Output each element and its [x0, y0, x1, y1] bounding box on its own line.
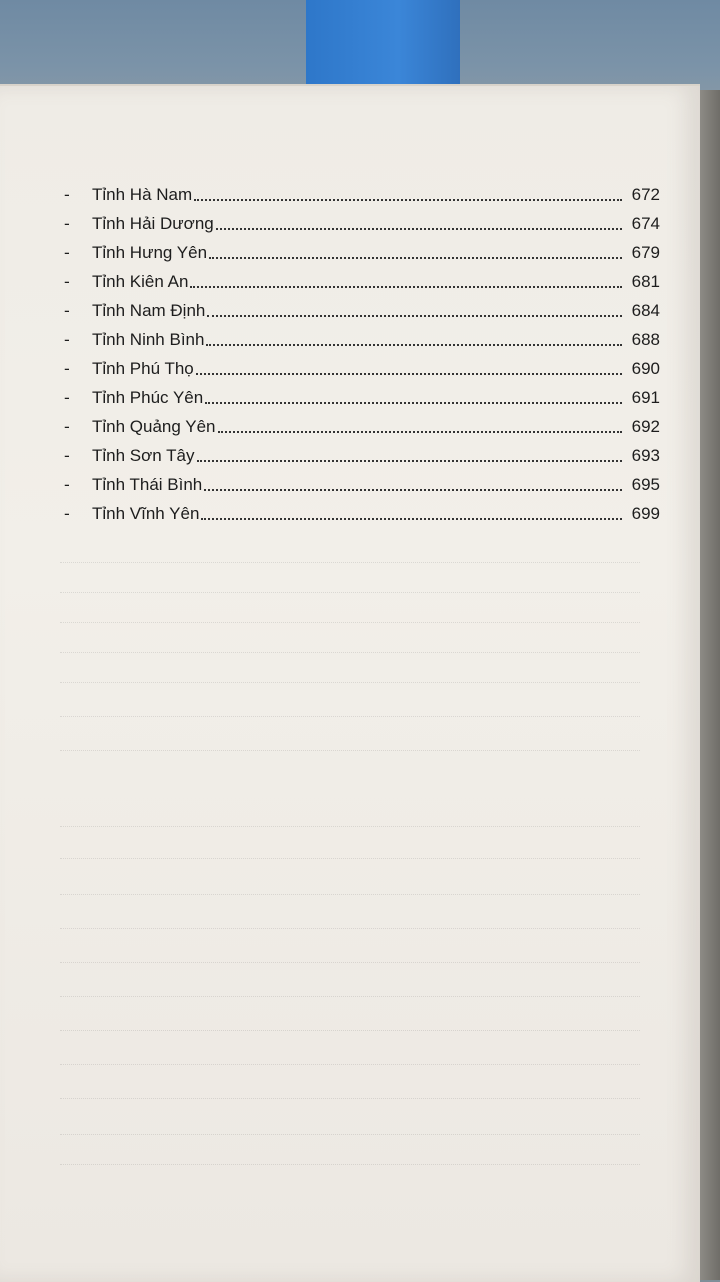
toc-page-number: 679	[631, 243, 660, 262]
toc-bullet: -	[64, 475, 70, 495]
toc-entry-title: Tỉnh Kiên An	[92, 272, 189, 291]
toc-page-number: 684	[631, 301, 660, 320]
toc-page-number: 699	[631, 504, 660, 523]
dot-leader	[216, 228, 622, 230]
toc-entry-title: Tỉnh Ninh Bình	[92, 330, 205, 349]
dot-leader	[201, 518, 622, 520]
dot-leader	[196, 373, 622, 375]
toc-bullet: -	[64, 504, 70, 524]
toc-page-number: 690	[631, 359, 660, 378]
toc-entry	[60, 236, 660, 264]
toc-entry	[60, 294, 660, 322]
toc-page-number: 672	[631, 185, 660, 204]
dot-leader	[204, 489, 622, 491]
toc-bullet: -	[64, 185, 70, 205]
dot-leader	[218, 431, 623, 433]
toc-entry-title: Tỉnh Hải Dương	[92, 214, 214, 233]
toc-entry	[60, 381, 660, 409]
toc-bullet: -	[64, 446, 70, 466]
dot-leader	[209, 257, 622, 259]
toc-entry	[60, 439, 660, 467]
toc-entry-title: Tỉnh Quảng Yên	[92, 417, 216, 436]
toc-bullet: -	[64, 243, 70, 263]
toc-entry-title: Tỉnh Phú Thọ	[92, 359, 194, 378]
toc-bullet: -	[64, 359, 70, 379]
toc-page-number: 693	[631, 446, 660, 465]
toc-entry	[60, 265, 660, 293]
toc-bullet: -	[64, 301, 70, 321]
toc-entry-title: Tỉnh Hưng Yên	[92, 243, 208, 262]
toc-page-number: 691	[631, 388, 660, 407]
toc-bullet: -	[64, 330, 70, 350]
blue-object-behind-page	[306, 0, 460, 86]
toc-entry-title: Tỉnh Phúc Yên	[92, 388, 204, 407]
toc-entry-title: Tỉnh Thái Bình	[92, 475, 203, 494]
toc-entry	[60, 352, 660, 380]
toc-entry-title: Tỉnh Nam Định	[92, 301, 206, 320]
toc-bullet: -	[64, 417, 70, 437]
dot-leader	[207, 315, 622, 317]
dot-leader	[205, 402, 622, 404]
toc-bullet: -	[64, 388, 70, 408]
book-page	[0, 84, 700, 1282]
toc-bullet: -	[64, 272, 70, 292]
dot-leader	[194, 199, 622, 201]
toc-bullet: -	[64, 214, 70, 234]
toc-page-number: 674	[631, 214, 660, 233]
dot-leader	[197, 460, 623, 462]
dot-leader	[190, 286, 622, 288]
toc-entry	[60, 323, 660, 351]
toc-entry	[60, 207, 660, 235]
toc-entry	[60, 497, 660, 525]
dot-leader	[206, 344, 622, 346]
toc-entry-title: Tỉnh Sơn Tây	[92, 446, 195, 465]
toc-entry-title: Tỉnh Hà Nam	[92, 185, 193, 204]
toc-page-number: 695	[631, 475, 660, 494]
toc-entry	[60, 468, 660, 496]
toc-page-number: 692	[631, 417, 660, 436]
table-of-contents	[0, 86, 700, 1282]
toc-entry	[60, 410, 660, 438]
toc-entry-title: Tỉnh Vĩnh Yên	[92, 504, 200, 523]
toc-page-number: 688	[631, 330, 660, 349]
toc-entry	[60, 178, 660, 206]
toc-page-number: 681	[631, 272, 660, 291]
